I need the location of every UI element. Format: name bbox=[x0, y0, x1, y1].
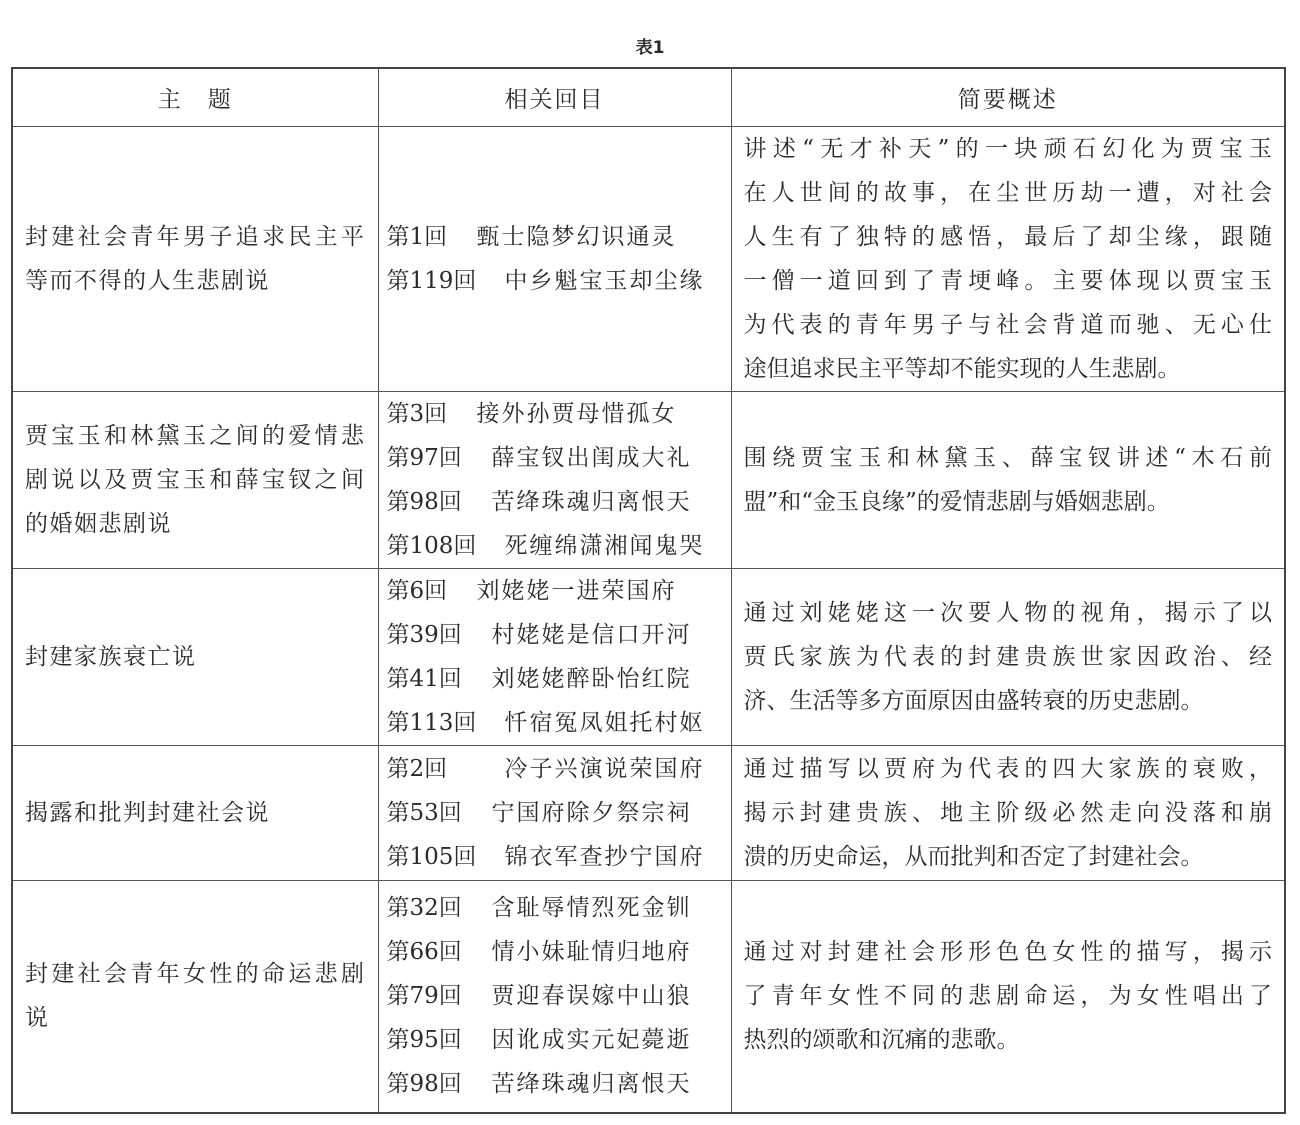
summary-line: 溃的历史命运，从而批判和否定了封建社会。 bbox=[743, 844, 1204, 870]
data-table bbox=[11, 67, 1286, 1114]
chapter-title: 宁国府除夕祭宗祠 bbox=[491, 800, 692, 826]
summary-line: 了青年女性不同的悲剧命运，为女性唱出了 bbox=[743, 983, 1272, 1010]
chapter-number: 第66回 bbox=[386, 939, 462, 966]
chapter-title: 情小妹耻情归地府 bbox=[491, 939, 692, 966]
chapter-title: 冷子兴演说荣国府 bbox=[504, 756, 705, 782]
summary-line: 贾氏家族为代表的封建贵族世家因政治、经 bbox=[743, 644, 1272, 670]
chapter-number: 第98回 bbox=[386, 1071, 462, 1098]
chapter-number: 第32回 bbox=[386, 895, 462, 922]
chapter-title: 锦衣军查抄宁国府 bbox=[504, 844, 705, 870]
chapter-number: 第97回 bbox=[386, 445, 462, 471]
header-chapters: 相关回目 bbox=[378, 68, 731, 127]
chapter-title: 苦绛珠魂归离恨天 bbox=[491, 1071, 692, 1098]
summary-line: 围绕贾宝玉和林黛玉、薛宝钗讲述“木石前 bbox=[743, 445, 1272, 471]
chapter-item bbox=[387, 1018, 723, 1062]
chapter-title: 忏宿冤凤姐托村妪 bbox=[504, 710, 705, 736]
summary-line: 途但追求民主平等却不能实现的人生悲剧。 bbox=[743, 356, 1181, 382]
summary-line: 揭示封建贵族、地主阶级必然走向没落和崩 bbox=[743, 800, 1272, 826]
chapter-title: 苦绛珠魂归离恨天 bbox=[491, 489, 692, 515]
chapter-number: 第98回 bbox=[386, 489, 462, 515]
chapters-cell bbox=[378, 881, 731, 1113]
summary-line: 通过刘姥姥这一次要人物的视角，揭示了以 bbox=[743, 600, 1272, 626]
topic-cell: 封建社会青年男子追求民主平等而不得的人生悲剧说 bbox=[12, 127, 378, 392]
summary-line: 在人世间的故事，在尘世历劫一遭，对社会 bbox=[743, 180, 1272, 206]
summary-line: 人生有了独特的感悟，最后了却尘缘，跟随 bbox=[743, 224, 1272, 250]
summary-line: 通过对封建社会形形色色女性的描写，揭示 bbox=[743, 939, 1272, 966]
summary-line: 一僧一道回到了青埂峰。主要体现以贾宝玉 bbox=[743, 268, 1272, 294]
summary-cell bbox=[731, 569, 1285, 746]
chapter-number: 第41回 bbox=[386, 666, 462, 692]
summary-line: 通过描写以贾府为代表的四大家族的衰败， bbox=[743, 756, 1272, 782]
table-row bbox=[12, 746, 1285, 881]
chapter-item bbox=[387, 930, 723, 974]
chapter-number: 第2回 bbox=[386, 756, 448, 782]
chapter-title: 死缠绵潇湘闻鬼哭 bbox=[504, 533, 705, 559]
chapter-item bbox=[387, 886, 723, 930]
chapter-item bbox=[387, 524, 723, 568]
chapter-item bbox=[387, 436, 723, 480]
chapter-title: 接外孙贾母惜孤女 bbox=[476, 401, 677, 427]
summary-cell bbox=[731, 881, 1285, 1113]
chapter-number: 第95回 bbox=[386, 1027, 462, 1054]
chapter-item bbox=[387, 1062, 723, 1106]
summary-line: 讲述“无才补天”的一块顽石幻化为贾宝玉 bbox=[743, 136, 1272, 162]
chapter-title: 贾迎春误嫁中山狼 bbox=[491, 983, 692, 1010]
chapter-number: 第79回 bbox=[386, 983, 462, 1010]
chapter-item bbox=[387, 613, 723, 657]
summary-cell bbox=[731, 392, 1285, 569]
summary-line: 为代表的青年男子与社会背道而驰、无心仕 bbox=[743, 312, 1272, 338]
chapter-item bbox=[387, 657, 723, 701]
chapter-number: 第108回 bbox=[386, 533, 477, 559]
chapter-item bbox=[387, 569, 723, 613]
summary-cell bbox=[731, 127, 1285, 392]
chapter-number: 第53回 bbox=[386, 800, 462, 826]
chapter-number: 第105回 bbox=[386, 844, 477, 870]
chapter-title: 因讹成实元妃薨逝 bbox=[491, 1027, 692, 1054]
table-row bbox=[12, 569, 1285, 746]
chapter-item bbox=[387, 259, 723, 303]
topic-cell: 贾宝玉和林黛玉之间的爱情悲剧说以及贾宝玉和薛宝钗之间的婚姻悲剧说 bbox=[12, 392, 378, 569]
chapter-title: 薛宝钗出闺成大礼 bbox=[491, 445, 692, 471]
chapter-item bbox=[387, 392, 723, 436]
chapter-number: 第113回 bbox=[386, 710, 477, 736]
chapter-item bbox=[387, 835, 723, 879]
chapter-number: 第39回 bbox=[386, 622, 462, 648]
table-row bbox=[12, 881, 1285, 1113]
summary-line: 济、生活等多方面原因由盛转衰的历史悲剧。 bbox=[743, 688, 1204, 714]
topic-cell: 封建社会青年女性的命运悲剧说 bbox=[12, 881, 378, 1113]
summary-line: 盟”和“金玉良缘”的爱情悲剧与婚姻悲剧。 bbox=[743, 489, 1170, 515]
chapter-number: 第119回 bbox=[386, 268, 477, 294]
chapters-cell bbox=[378, 392, 731, 569]
chapters-cell bbox=[378, 746, 731, 881]
chapter-title: 刘姥姥醉卧怡红院 bbox=[491, 666, 692, 692]
header-topic: 主 题 bbox=[12, 68, 378, 127]
chapters-cell bbox=[378, 127, 731, 392]
chapter-number: 第1回 bbox=[386, 224, 448, 250]
table-row bbox=[12, 127, 1285, 392]
chapter-number: 第6回 bbox=[386, 578, 448, 604]
chapters-cell bbox=[378, 569, 731, 746]
chapter-title: 刘姥姥一进荣国府 bbox=[476, 578, 677, 604]
chapter-item bbox=[387, 215, 723, 259]
chapter-title: 中乡魁宝玉却尘缘 bbox=[504, 268, 705, 294]
chapter-number: 第3回 bbox=[386, 401, 448, 427]
chapter-title: 含耻辱情烈死金钏 bbox=[491, 895, 692, 922]
table-row bbox=[12, 392, 1285, 569]
topic-cell: 封建家族衰亡说 bbox=[12, 569, 378, 746]
chapter-title: 甄士隐梦幻识通灵 bbox=[476, 224, 677, 250]
chapter-item bbox=[387, 747, 723, 791]
chapter-item bbox=[387, 791, 723, 835]
header-summary: 简要概述 bbox=[731, 68, 1285, 127]
table-caption: 表1 bbox=[635, 38, 665, 58]
summary-cell bbox=[731, 746, 1285, 881]
chapter-item bbox=[387, 480, 723, 524]
summary-line: 热烈的颂歌和沉痛的悲歌。 bbox=[743, 1027, 1020, 1054]
chapter-item bbox=[387, 701, 723, 745]
topic-cell: 揭露和批判封建社会说 bbox=[12, 746, 378, 881]
header-row bbox=[12, 68, 1285, 127]
chapter-title: 村姥姥是信口开河 bbox=[491, 622, 692, 648]
chapter-item bbox=[387, 974, 723, 1018]
